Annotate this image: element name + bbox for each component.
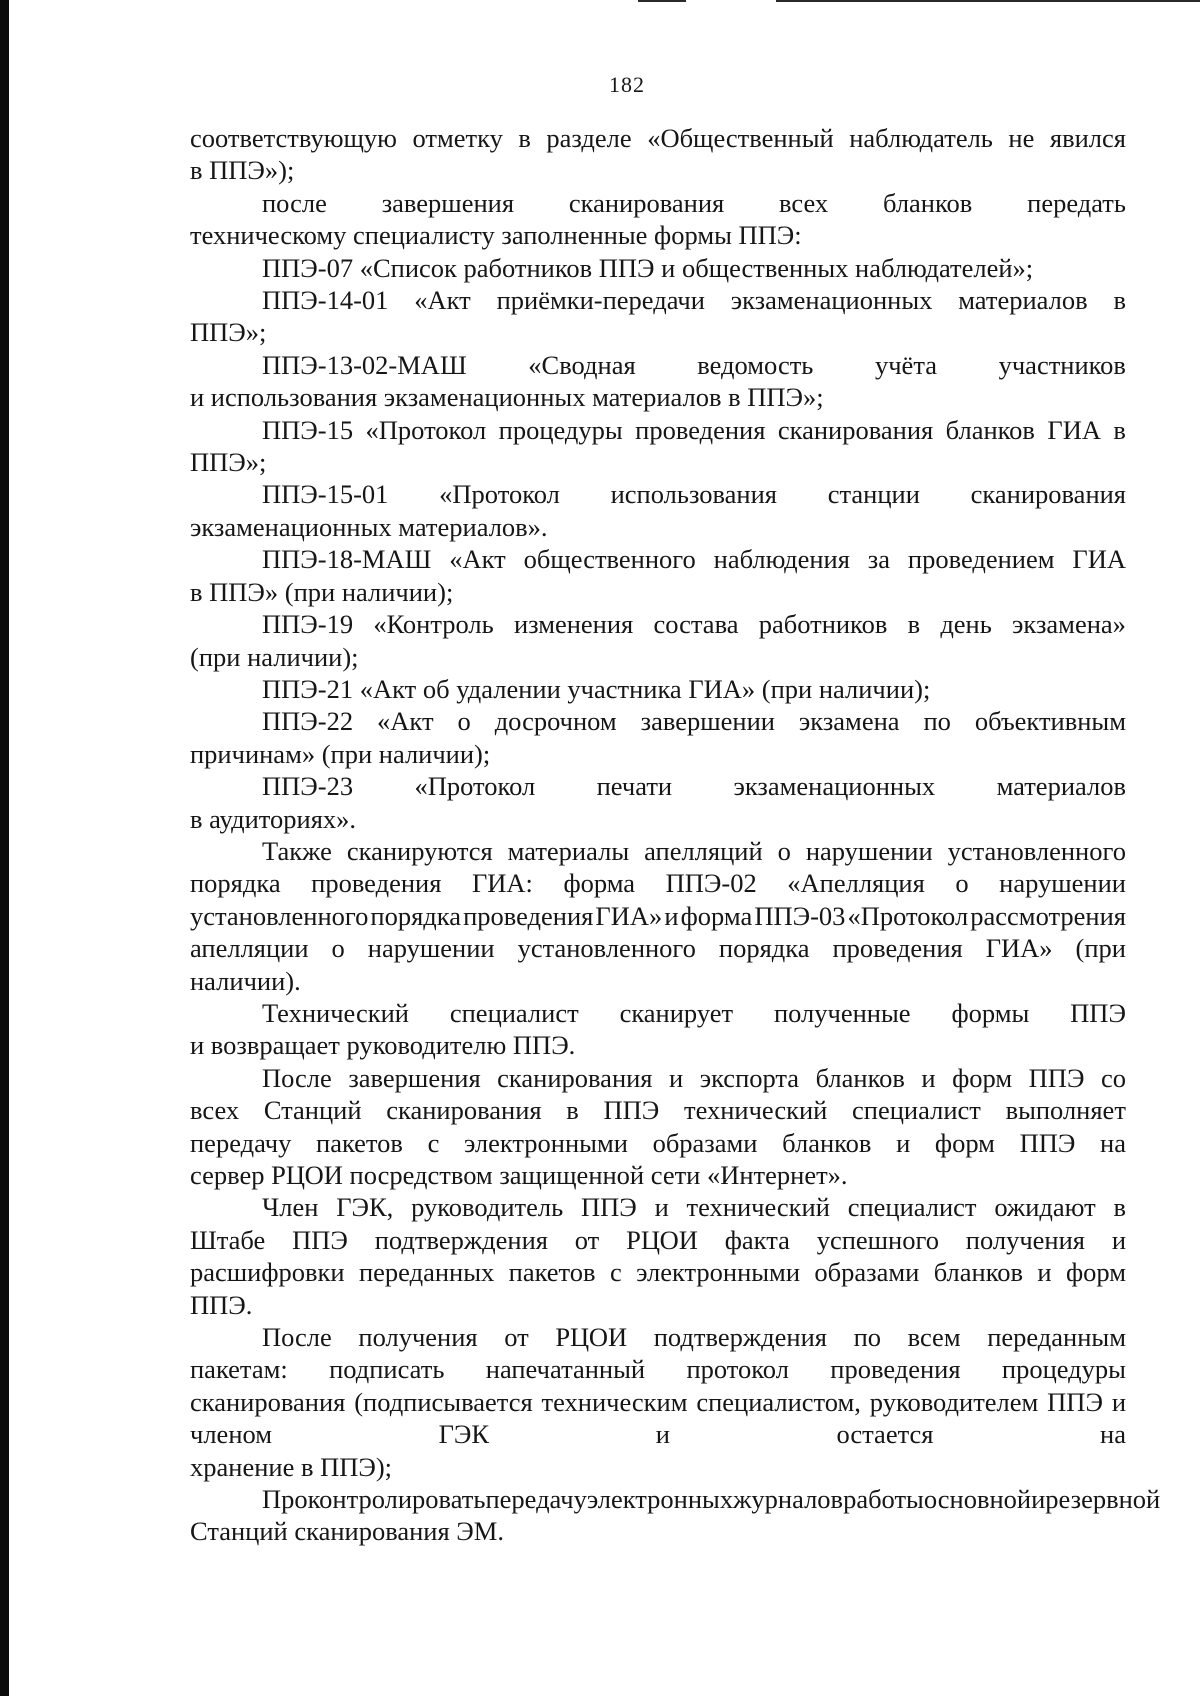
scan-artifact-line bbox=[776, 0, 1200, 2]
paragraph bbox=[190, 1062, 1126, 1192]
text-line: сервер РЦОИ посредством защищенной сети «Интернет». bbox=[190, 1160, 848, 1190]
paragraph bbox=[190, 835, 1126, 997]
paragraph bbox=[190, 252, 1126, 284]
text-line: после завершения сканирования всех бланков передать bbox=[262, 187, 1126, 218]
paragraph bbox=[190, 608, 1126, 673]
text-line: ППЭ-14-01 «Акт приёмки-передачи экзаменационных материалов в bbox=[262, 285, 1126, 316]
text-line: и использования экзаменационных материалов в ППЭ»; bbox=[190, 382, 824, 413]
text-line: причинам» (при наличии); bbox=[190, 738, 491, 769]
text-line: установленного порядка проведения ГИА» и форма ППЭ-03 «Протокол рассмотрения bbox=[190, 900, 1126, 931]
text-line: Также сканируются материалы апелляций о нарушении установленного bbox=[262, 835, 1126, 866]
paragraph bbox=[190, 414, 1126, 479]
text-line: Проконтролировать передачу электронных журналов работы основной и резервной bbox=[262, 1484, 1161, 1515]
text-line: ППЭ-19 «Контроль изменения состава работников в день экзамена» bbox=[262, 609, 1126, 640]
text-line: ППЭ-15-01 «Протокол использования станции сканирования bbox=[262, 479, 1126, 510]
text-line: ППЭ-13-02-МАШ «Сводная ведомость учёта участников bbox=[262, 349, 1126, 380]
text-line: Член ГЭК, руководитель ППЭ и технический специалист ожидают в bbox=[262, 1192, 1126, 1223]
paragraph bbox=[190, 284, 1126, 349]
page-number: 182 bbox=[609, 72, 645, 97]
text-line: ППЭ»; bbox=[190, 317, 267, 348]
text-line: После завершения сканирования и экспорта бланков и форм ППЭ со bbox=[262, 1062, 1126, 1093]
text-line: в аудиториях». bbox=[190, 803, 357, 834]
paragraph bbox=[190, 543, 1126, 608]
text-line: (при наличии); bbox=[190, 641, 359, 672]
paragraph bbox=[190, 349, 1126, 414]
text-line: всех Станций сканирования в ППЭ технический специалист выполняет bbox=[190, 1095, 1126, 1126]
text-line: членом ГЭК и остается на bbox=[190, 1419, 1126, 1450]
text-line: сканирования (подписывается техническим специалистом, руководителем ППЭ и bbox=[190, 1386, 1126, 1417]
text-line: После получения от РЦОИ подтверждения по всем переданным bbox=[262, 1322, 1126, 1353]
paragraph bbox=[190, 673, 1126, 705]
text-line: Штабе ППЭ подтверждения от РЦОИ факта успешного получения и bbox=[190, 1224, 1126, 1255]
paragraph bbox=[190, 122, 1126, 187]
text-line: передачу пакетов с электронными образами бланков и форм ППЭ на bbox=[190, 1127, 1126, 1158]
text-line: наличии). bbox=[190, 965, 301, 996]
text-line: Станций сканирования ЭМ. bbox=[190, 1516, 504, 1547]
text-line: ППЭ»; bbox=[190, 447, 267, 478]
document-body bbox=[190, 122, 1161, 1548]
scan-edge-left bbox=[0, 0, 9, 1696]
paragraph bbox=[190, 997, 1126, 1062]
text-line: ППЭ. bbox=[190, 1289, 253, 1320]
text-line: ППЭ-15 «Протокол процедуры проведения сканирования бланков ГИА в bbox=[262, 414, 1126, 445]
scan-artifact-line bbox=[638, 0, 686, 2]
text-line: ППЭ-07 «Список работников ППЭ и общественных наблюдателей»; bbox=[262, 252, 1034, 283]
text-line: экзаменационных материалов». bbox=[190, 511, 548, 542]
paragraph bbox=[190, 1321, 1126, 1483]
paragraph bbox=[190, 187, 1126, 252]
paragraph bbox=[190, 1483, 1161, 1548]
text-line: техническому специалисту заполненные формы ППЭ: bbox=[190, 220, 802, 251]
text-line: соответствующую отметку в разделе «Общественный наблюдатель не явился bbox=[190, 123, 1126, 153]
text-line: порядка проведения ГИА: форма ППЭ-02 «Апелляция о нарушении bbox=[190, 868, 1126, 899]
paragraph bbox=[190, 770, 1126, 835]
paragraph bbox=[190, 478, 1126, 543]
text-line: Технический специалист сканирует полученные формы ППЭ bbox=[262, 997, 1126, 1028]
text-line: ППЭ-21 «Акт об удалении участника ГИА» (при наличии); bbox=[262, 673, 931, 704]
text-line: в ППЭ» (при наличии); bbox=[190, 576, 454, 607]
text-line: ППЭ-22 «Акт о досрочном завершении экзамена по объективным bbox=[262, 706, 1126, 737]
text-line: пакетам: подписать напечатанный протокол проведения процедуры bbox=[190, 1354, 1126, 1385]
text-line: и возвращает руководителю ППЭ. bbox=[190, 1030, 576, 1061]
text-line: ППЭ-23 «Протокол печати экзаменационных материалов bbox=[262, 771, 1126, 802]
text-line: расшифровки переданных пакетов с электронными образами бланков и форм bbox=[190, 1257, 1126, 1288]
paragraph bbox=[190, 705, 1126, 770]
text-line: ППЭ-18-МАШ «Акт общественного наблюдения за проведением ГИА bbox=[262, 544, 1126, 575]
text-line: апелляции о нарушении установленного порядка проведения ГИА» (при bbox=[190, 933, 1126, 964]
paragraph bbox=[190, 1191, 1126, 1321]
text-line: в ППЭ»); bbox=[190, 155, 295, 186]
text-line: хранение в ППЭ); bbox=[190, 1451, 393, 1482]
